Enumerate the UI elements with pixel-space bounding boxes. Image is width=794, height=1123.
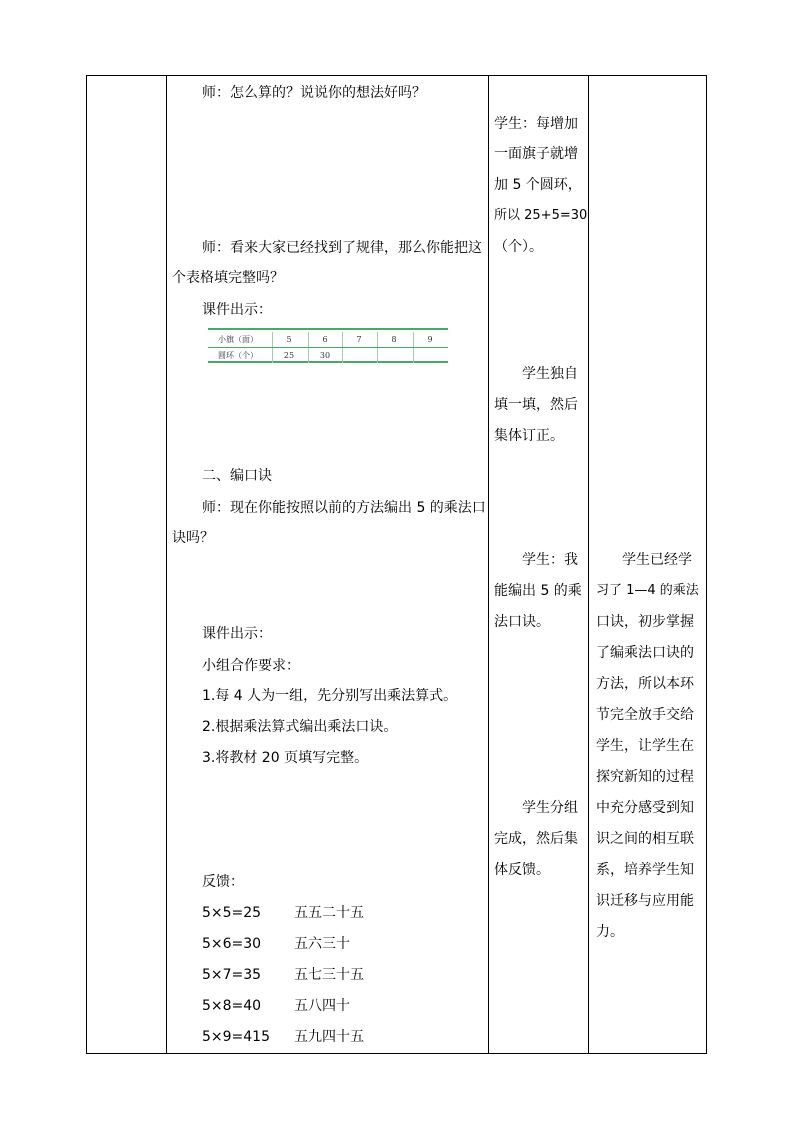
teacher-question-2-line1: 师：看来大家已经找到了规律，那么你能把这 xyxy=(202,240,482,256)
courseware-label-1: 课件出示： xyxy=(202,302,272,318)
formula-equation: 5×8=40 xyxy=(202,998,262,1014)
design-note-line: 识迁移与应用能 xyxy=(596,893,694,909)
requirement-3: 3.将教材 20 页填写完整。 xyxy=(202,750,369,766)
requirement-2: 2.根据乘法算式编出乘法口诀。 xyxy=(202,719,398,735)
flag-cell: 8 xyxy=(391,335,397,344)
student-answer-4-line: 体反馈。 xyxy=(494,862,550,878)
ring-cell xyxy=(413,348,447,363)
flag-cell: 6 xyxy=(322,335,328,344)
design-note-line: 学生，让学生在 xyxy=(596,738,694,754)
student-answer-3-line: 学生：我 xyxy=(522,552,578,568)
formula-equation: 5×5=25 xyxy=(202,905,262,921)
formula-equation: 5×9=415 xyxy=(202,1029,270,1045)
student-answer-2-line: 填一填，然后 xyxy=(494,397,578,413)
formula-rhyme: 五九四十五 xyxy=(294,1029,364,1045)
formula-rhyme: 五五二十五 xyxy=(294,905,364,921)
design-note-line: 识之间的相互联 xyxy=(596,831,694,847)
flag-cell: 7 xyxy=(356,335,362,344)
column-divider xyxy=(488,76,489,1053)
ring-cell xyxy=(377,348,411,363)
group-requirements-label: 小组合作要求： xyxy=(202,658,300,674)
flag-cell: 5 xyxy=(286,335,292,344)
ring-row xyxy=(208,348,448,363)
student-answer-3-line: 能编出 5 的乘 xyxy=(494,583,582,599)
formula-rhyme: 五六三十 xyxy=(294,936,350,952)
flag-row xyxy=(208,332,448,348)
formula-equation: 5×6=30 xyxy=(202,936,262,952)
flag-cell: 9 xyxy=(427,335,433,344)
formula-rhyme: 五八四十 xyxy=(294,998,350,1014)
design-note-line: 了编乘法口诀的 xyxy=(596,645,694,661)
design-note-line: 学生已经学 xyxy=(622,552,692,568)
teacher-question-1: 师：怎么算的？说说你的想法好吗？ xyxy=(202,85,426,101)
ring-cell: 25 xyxy=(283,351,295,360)
section-heading: 二、编口诀 xyxy=(202,468,272,484)
student-answer-1-line: 一面旗子就增 xyxy=(494,146,578,162)
student-answer-1-line: 加 5 个圆环， xyxy=(494,177,582,193)
column-divider xyxy=(588,76,589,1053)
student-answer-3-line: 法口诀。 xyxy=(494,614,550,630)
feedback-label: 反馈： xyxy=(202,874,244,890)
design-note-line: 探究新知的过程 xyxy=(596,769,694,785)
flag-row-header: 小旗（面） xyxy=(218,335,258,344)
ring-cell xyxy=(342,348,376,363)
ring-row-header: 圆环（个） xyxy=(218,351,258,360)
student-answer-1-line: （个）。 xyxy=(494,239,543,255)
teacher-question-3-line2: 诀吗？ xyxy=(172,530,214,546)
column-divider xyxy=(166,76,167,1053)
student-answer-1-line: 学生：每增加 xyxy=(494,116,578,132)
design-note-line: 习了 1—4 的乘法 xyxy=(596,583,699,598)
design-note-line: 口诀，初步掌握 xyxy=(596,614,694,630)
student-answer-2-line: 集体订正。 xyxy=(494,428,564,444)
student-answer-2-line: 学生独自 xyxy=(522,366,578,382)
ring-cell: 30 xyxy=(319,351,331,360)
flag-ring-table xyxy=(208,328,448,363)
formula-rhyme: 五七三十五 xyxy=(294,967,364,983)
design-note-line: 系，培养学生知 xyxy=(596,862,694,878)
requirement-1: 1.每 4 人为一组，先分别写出乘法算式。 xyxy=(202,688,458,704)
courseware-label-2: 课件出示： xyxy=(202,626,272,642)
teacher-question-3-line1: 师：现在你能按照以前的方法编出 5 的乘法口 xyxy=(202,500,486,516)
teacher-question-2-line2: 个表格填完整吗？ xyxy=(172,270,284,286)
design-note-line: 中充分感受到知 xyxy=(596,800,694,816)
student-answer-4-line: 学生分组 xyxy=(522,800,578,816)
design-note-line: 力。 xyxy=(596,924,624,940)
formula-equation: 5×7=35 xyxy=(202,967,262,983)
student-answer-4-line: 完成，然后集 xyxy=(494,831,578,847)
design-note-line: 节完全放手交给 xyxy=(596,707,694,723)
student-answer-1-line: 所以 25+5=30 xyxy=(494,208,588,223)
design-note-line: 方法，所以本环 xyxy=(596,676,694,692)
